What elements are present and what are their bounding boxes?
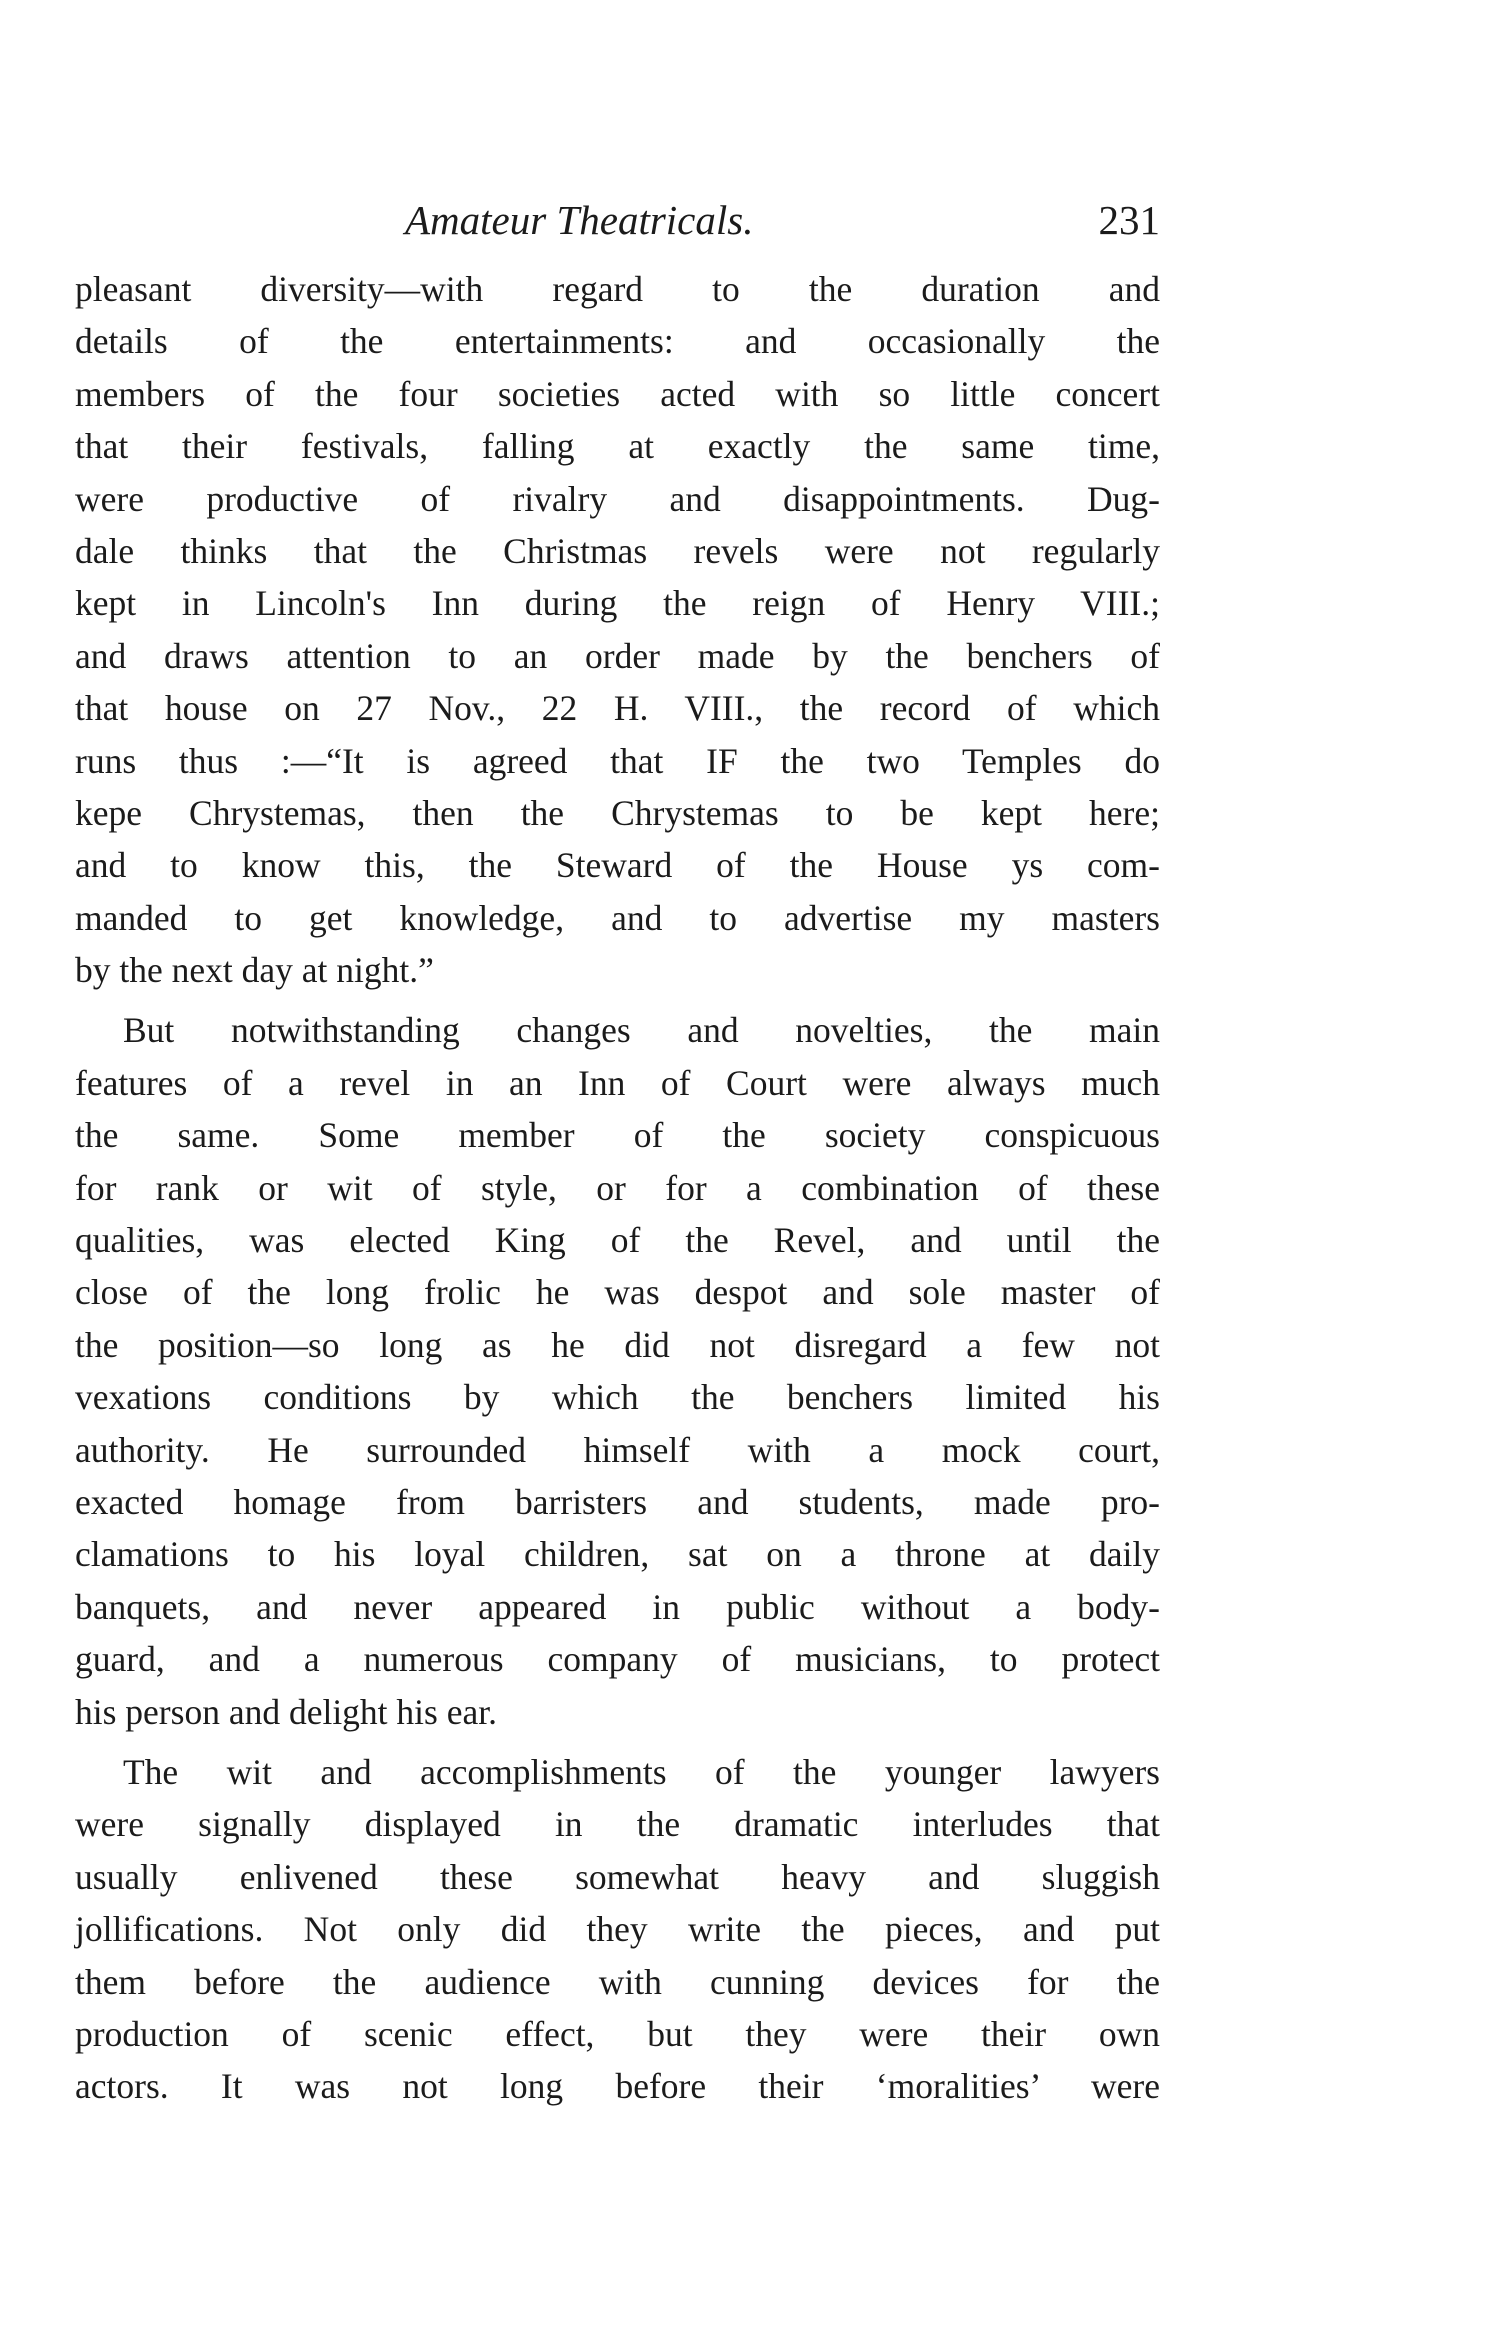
text-line: his person and delight his ear.: [75, 1691, 497, 1732]
text-line: production of scenic effect, but they were their own: [75, 2013, 1160, 2054]
page-header: [75, 190, 1160, 250]
text-line: features of a revel in an Inn of Court were always much: [75, 1062, 1160, 1103]
text-line: for rank or wit of style, or for a combination of these: [75, 1167, 1160, 1208]
text-line: kepe Chrystemas, then the Chrystemas to be kept here;: [75, 792, 1160, 833]
text-line: But notwithstanding changes and novelties, the main: [123, 1010, 1160, 1051]
text-line: the position—so long as he did not disregard a few not: [75, 1324, 1160, 1365]
text-line: close of the long frolic he was despot and sole master of: [75, 1272, 1160, 1313]
paragraph-2: [75, 1004, 1160, 1737]
text-line: clamations to his loyal children, sat on a throne at daily: [75, 1534, 1160, 1575]
text-line: authority. He surrounded himself with a mock court,: [75, 1429, 1160, 1470]
text-line: members of the four societies acted with so little concert: [75, 373, 1160, 414]
text-line: guard, and a numerous company of musicians, to protect: [75, 1639, 1160, 1680]
running-title: Amateur Theatricals.: [405, 197, 754, 243]
paragraph-1: [75, 263, 1160, 996]
body-text: [75, 263, 1160, 2113]
text-line: that their festivals, falling at exactly the same time,: [75, 426, 1160, 467]
text-line: exacted homage from barristers and students, made pro-: [75, 1481, 1160, 1522]
paragraph-3: [75, 1746, 1160, 2113]
text-line: manded to get knowledge, and to advertise my masters: [75, 897, 1160, 938]
text-line: kept in Lincoln's Inn during the reign of Henry VIII.;: [75, 583, 1160, 624]
paragraph-gap: [75, 996, 1160, 1004]
text-line: were productive of rivalry and disappointments. Dug-: [75, 478, 1160, 519]
text-line: were signally displayed in the dramatic interludes that: [75, 1804, 1160, 1845]
text-line: by the next day at night.”: [75, 950, 434, 991]
text-line: the same. Some member of the society conspicuous: [75, 1115, 1160, 1156]
text-line: runs thus :—“It is agreed that IF the two Temples do: [75, 740, 1160, 781]
paragraph-gap: [75, 1738, 1160, 1746]
text-line: banquets, and never appeared in public without a body-: [75, 1586, 1160, 1627]
text-line: usually enlivened these somewhat heavy and sluggish: [75, 1856, 1160, 1897]
text-line: and draws attention to an order made by the benchers of: [75, 635, 1160, 676]
text-line: pleasant diversity—with regard to the duration and: [75, 269, 1160, 309]
text-line: them before the audience with cunning devices for the: [75, 1961, 1160, 2002]
text-line: and to know this, the Steward of the House ys com-: [75, 845, 1160, 886]
text-line: qualities, was elected King of the Revel, and until the: [75, 1220, 1160, 1261]
text-line: dale thinks that the Christmas revels were not regularly: [75, 530, 1160, 571]
text-line: actors. It was not long before their ‘moralities’ were: [75, 2066, 1160, 2107]
text-line: The wit and accomplishments of the younger lawyers: [123, 1751, 1160, 1792]
text-line: that house on 27 Nov., 22 H. VIII., the record of which: [75, 688, 1160, 729]
text-line: details of the entertainments: and occasionally the: [75, 321, 1160, 362]
text-line: vexations conditions by which the benchers limited his: [75, 1377, 1160, 1418]
page-number: 231: [1098, 197, 1160, 243]
text-line: jollifications. Not only did they write the pieces, and put: [75, 1909, 1160, 1950]
